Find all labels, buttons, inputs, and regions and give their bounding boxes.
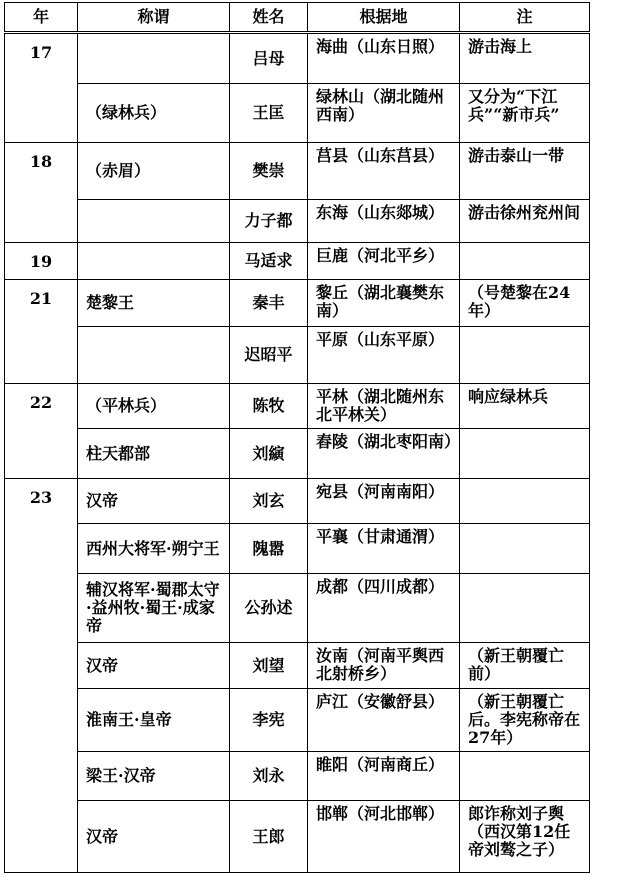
note-cell xyxy=(460,752,590,801)
name-cell: 马适求 xyxy=(230,243,308,280)
title-cell xyxy=(78,327,230,384)
base-cell: 海曲（山东日照） xyxy=(308,33,460,84)
base-cell: 黎丘（湖北襄樊东南） xyxy=(308,280,460,327)
table-row xyxy=(5,801,590,873)
name-cell: 力子都 xyxy=(230,200,308,243)
note-cell xyxy=(460,429,590,479)
base-cell: 邯郸（河北邯郸） xyxy=(308,801,460,873)
table-row xyxy=(5,429,590,479)
name-cell: 刘縯 xyxy=(230,429,308,479)
name-cell: 刘玄 xyxy=(230,479,308,524)
header-base: 根据地 xyxy=(308,3,460,33)
table-row xyxy=(5,689,590,752)
table-row xyxy=(5,243,590,280)
rebel-table xyxy=(4,2,590,873)
note-cell xyxy=(460,574,590,643)
title-cell: 汉帝 xyxy=(78,801,230,873)
note-cell: 游击徐州兖州间 xyxy=(460,200,590,243)
name-cell: 樊崇 xyxy=(230,143,308,200)
year-cell: 23 xyxy=(5,479,78,873)
base-cell: 宛县（河南南阳） xyxy=(308,479,460,524)
note-cell: （号楚黎在24年） xyxy=(460,280,590,327)
base-cell: 舂陵（湖北枣阳南） xyxy=(308,429,460,479)
year-cell: 18 xyxy=(5,143,78,243)
header-name: 姓名 xyxy=(230,3,308,33)
note-cell: 又分为“下江兵”“新市兵” xyxy=(460,84,590,143)
base-cell: 庐江（安徽舒县） xyxy=(308,689,460,752)
header-year: 年 xyxy=(5,3,78,33)
title-cell: 汉帝 xyxy=(78,643,230,689)
table-body xyxy=(5,33,590,873)
table-row xyxy=(5,84,590,143)
name-cell: 隗嚣 xyxy=(230,524,308,574)
table-row xyxy=(5,384,590,429)
title-cell: 汉帝 xyxy=(78,479,230,524)
table-row xyxy=(5,479,590,524)
title-cell: （绿林兵） xyxy=(78,84,230,143)
base-cell: 平襄（甘肃通渭） xyxy=(308,524,460,574)
table-row xyxy=(5,574,590,643)
table-row xyxy=(5,752,590,801)
table-row xyxy=(5,524,590,574)
title-cell: （赤眉） xyxy=(78,143,230,200)
header-row xyxy=(5,3,590,33)
name-cell: 吕母 xyxy=(230,33,308,84)
name-cell: 王郎 xyxy=(230,801,308,873)
header-note: 注 xyxy=(460,3,590,33)
year-cell: 17 xyxy=(5,33,78,143)
base-cell: 睢阳（河南商丘） xyxy=(308,752,460,801)
title-cell xyxy=(78,33,230,84)
base-cell: 平林（湖北随州东北平林关） xyxy=(308,384,460,429)
note-cell xyxy=(460,243,590,280)
title-cell xyxy=(78,200,230,243)
table-row xyxy=(5,33,590,84)
title-cell: 淮南王·皇帝 xyxy=(78,689,230,752)
title-cell: 楚黎王 xyxy=(78,280,230,327)
title-cell: （平林兵） xyxy=(78,384,230,429)
note-cell: 游击海上 xyxy=(460,33,590,84)
name-cell: 公孙述 xyxy=(230,574,308,643)
name-cell: 陈牧 xyxy=(230,384,308,429)
year-cell: 22 xyxy=(5,384,78,479)
note-cell xyxy=(460,479,590,524)
base-cell: 莒县（山东莒县） xyxy=(308,143,460,200)
name-cell: 秦丰 xyxy=(230,280,308,327)
table-row xyxy=(5,200,590,243)
name-cell: 迟昭平 xyxy=(230,327,308,384)
table-row xyxy=(5,280,590,327)
year-cell: 21 xyxy=(5,280,78,384)
table-row xyxy=(5,643,590,689)
year-cell: 19 xyxy=(5,243,78,280)
table-row xyxy=(5,143,590,200)
name-cell: 李宪 xyxy=(230,689,308,752)
note-cell xyxy=(460,327,590,384)
title-cell: 柱天都部 xyxy=(78,429,230,479)
name-cell: 刘永 xyxy=(230,752,308,801)
base-cell: 绿林山（湖北随州西南） xyxy=(308,84,460,143)
note-cell: （新王朝覆亡后。李宪称帝在27年） xyxy=(460,689,590,752)
base-cell: 成都（四川成都） xyxy=(308,574,460,643)
title-cell: 辅汉将军·蜀郡太守·益州牧·蜀王·成家帝 xyxy=(78,574,230,643)
base-cell: 平原（山东平原） xyxy=(308,327,460,384)
base-cell: 汝南（河南平舆西北射桥乡） xyxy=(308,643,460,689)
note-cell: 游击泰山一带 xyxy=(460,143,590,200)
note-cell xyxy=(460,524,590,574)
note-cell: （新王朝覆亡前） xyxy=(460,643,590,689)
note-cell: 响应绿林兵 xyxy=(460,384,590,429)
base-cell: 巨鹿（河北平乡） xyxy=(308,243,460,280)
name-cell: 刘望 xyxy=(230,643,308,689)
title-cell xyxy=(78,243,230,280)
note-cell: 郎诈称刘子舆（西汉第12任帝刘骜之子） xyxy=(460,801,590,873)
table-row xyxy=(5,327,590,384)
base-cell: 东海（山东郯城） xyxy=(308,200,460,243)
title-cell: 西州大将军·朔宁王 xyxy=(78,524,230,574)
title-cell: 梁王·汉帝 xyxy=(78,752,230,801)
header-title: 称谓 xyxy=(78,3,230,33)
name-cell: 王匡 xyxy=(230,84,308,143)
